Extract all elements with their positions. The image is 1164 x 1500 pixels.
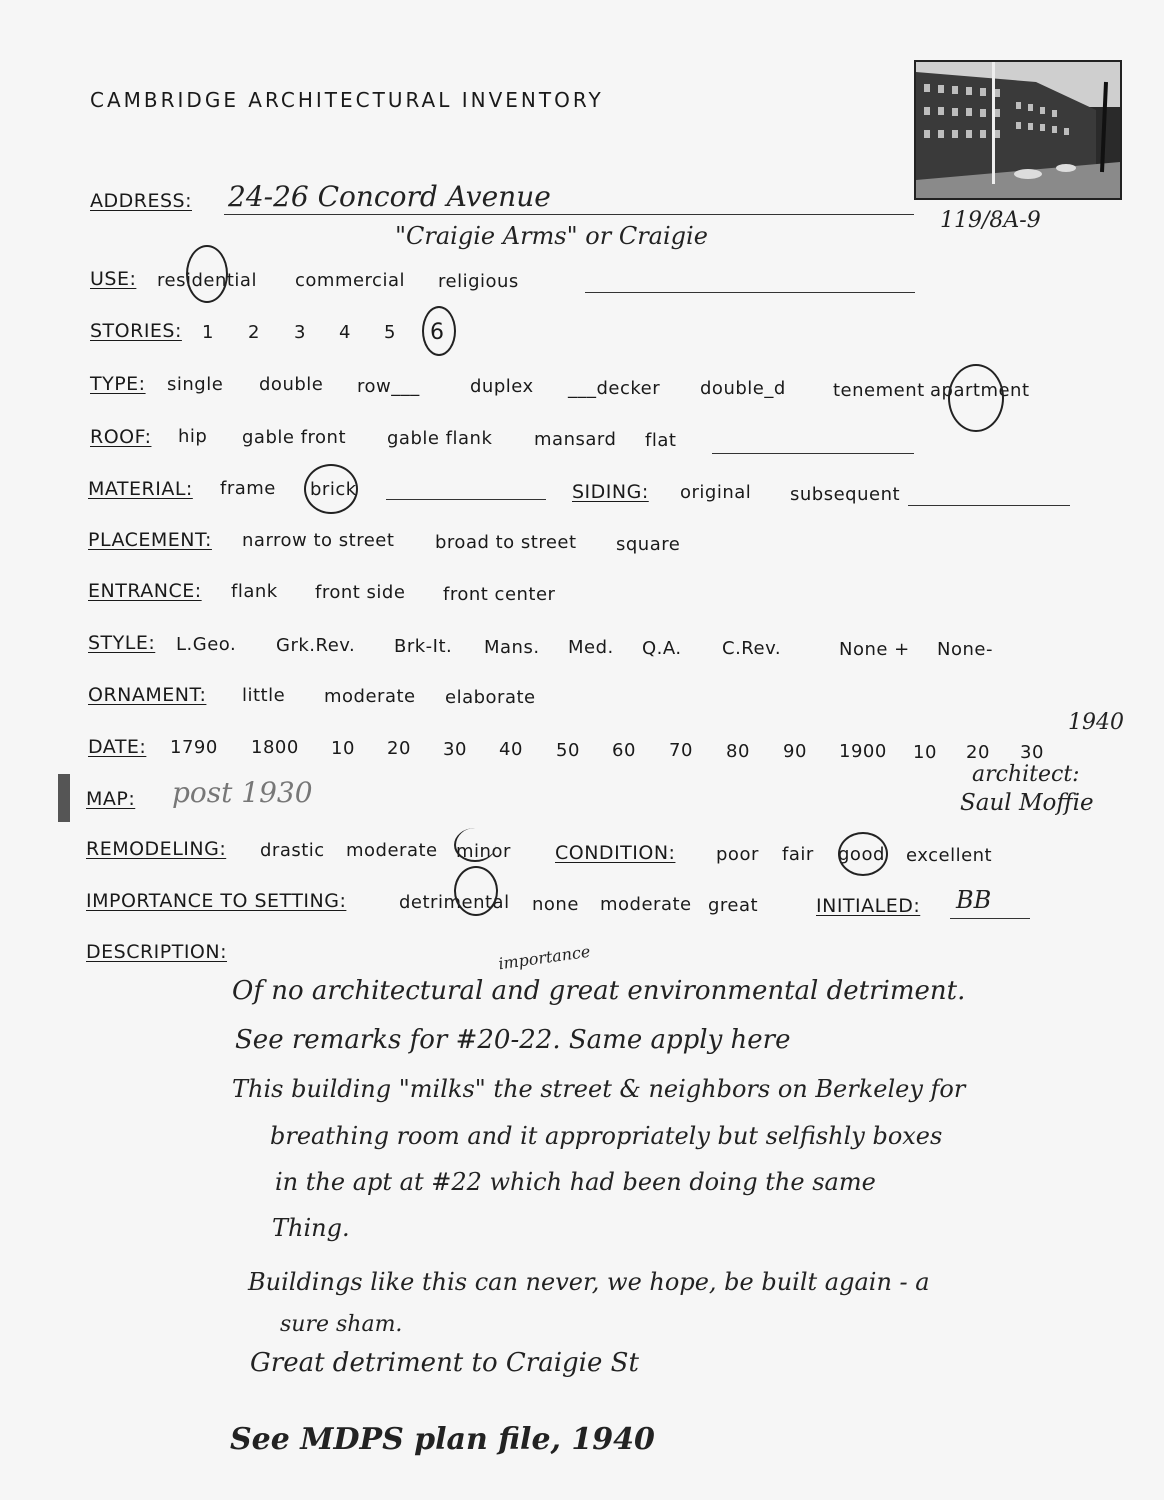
type-option-double: double [259, 374, 324, 395]
date-option-1900: 1900 [839, 741, 887, 762]
ornament-label: ORNAMENT: [88, 684, 207, 706]
material-label: MATERIAL: [88, 478, 193, 500]
description-line-2: See remarks for #20-22. Same apply here [235, 1025, 791, 1055]
entrance-option-front-side: front side [315, 582, 406, 603]
date-option-70: 70 [669, 740, 693, 761]
type-option-duplex: duplex [470, 376, 534, 397]
condition-option-good: good [838, 844, 885, 865]
siding-option-original: original [680, 482, 752, 503]
material-other-line [386, 499, 546, 500]
style-option-brkit: Brk-It. [394, 636, 453, 657]
style-option-grkrev: Grk.Rev. [276, 635, 356, 656]
remodeling-selected-mark [454, 828, 496, 862]
stories-option-5: 5 [384, 322, 396, 343]
date-option-90: 90 [783, 741, 807, 762]
form-title: CAMBRIDGE ARCHITECTURAL INVENTORY [90, 88, 604, 112]
initialed-label: INITIALED: [816, 895, 921, 917]
style-option-mans: Mans. [484, 637, 540, 658]
entrance-label: ENTRANCE: [88, 580, 202, 602]
roof-option-flat: flat [645, 430, 677, 451]
stories-option-1: 1 [202, 322, 214, 343]
placement-label: PLACEMENT: [88, 529, 212, 551]
importance-selected-circle [454, 866, 498, 916]
style-option-crev: C.Rev. [722, 638, 782, 659]
style-option-none-minus: None- [937, 639, 993, 660]
description-line-10: See MDPS plan file, 1940 [230, 1422, 655, 1457]
condition-option-fair: fair [782, 844, 814, 865]
stories-option-6: 6 [430, 320, 445, 345]
style-option-qa: Q.A. [642, 638, 682, 659]
material-option-brick: brick [310, 479, 357, 500]
condition-label: CONDITION: [555, 842, 676, 864]
remodeling-option-moderate: moderate [346, 840, 438, 861]
stories-option-3: 3 [294, 322, 306, 343]
date-option-1920: 20 [966, 742, 990, 763]
address-line [224, 214, 914, 215]
style-label: STYLE: [88, 632, 156, 654]
date-option-50: 50 [556, 740, 580, 761]
siding-label: SIDING: [572, 481, 649, 503]
date-option-20: 20 [387, 738, 411, 759]
architect-label: architect: [972, 762, 1080, 787]
date-option-1800: 1800 [251, 737, 299, 758]
date-option-10: 10 [331, 738, 355, 759]
remodeling-option-drastic: drastic [260, 840, 325, 861]
date-option-1930: 30 [1020, 742, 1044, 763]
type-label: TYPE: [90, 373, 146, 395]
description-line-5: in the apt at #22 which had been doing the same [275, 1168, 876, 1196]
description-line-6: Thing. [272, 1214, 350, 1242]
stories-option-2: 2 [248, 322, 260, 343]
importance-option-great: great [708, 895, 759, 916]
entrance-option-flank: flank [231, 581, 278, 602]
importance-option-moderate: moderate [600, 894, 692, 915]
stories-label: STORIES: [90, 320, 182, 342]
condition-option-poor: poor [716, 844, 759, 865]
date-option-1910: 10 [913, 742, 937, 763]
address-value: 24-26 Concord Avenue [228, 180, 551, 213]
date-option-30: 30 [443, 739, 467, 760]
remodeling-label: REMODELING: [86, 838, 227, 860]
type-option-apartment: apartment [930, 380, 1030, 401]
use-label: USE: [90, 268, 137, 290]
placement-option-broad: broad to street [435, 532, 577, 553]
use-option-residential: residential [157, 270, 257, 291]
roof-other-line [712, 453, 914, 454]
date-option-40: 40 [499, 739, 523, 760]
material-option-frame: frame [220, 478, 276, 499]
date-label: DATE: [88, 736, 147, 758]
description-line-9: Great detriment to Craigie St [250, 1348, 639, 1378]
type-selected-circle [948, 364, 1004, 432]
entrance-option-front-center: front center [443, 584, 556, 605]
type-option-row: row___ [357, 376, 420, 397]
type-option-tenement: tenement [833, 380, 925, 401]
style-option-none-plus: None + [839, 639, 910, 660]
description-label: DESCRIPTION: [86, 941, 228, 963]
use-selected-circle [186, 245, 228, 303]
importance-option-none: none [532, 894, 579, 915]
date-handwritten: 1940 [1068, 710, 1124, 735]
style-option-med: Med. [568, 637, 614, 658]
material-selected-circle [304, 464, 358, 514]
use-other-line [585, 292, 915, 293]
remodeling-option-minor: minor [456, 841, 511, 862]
siding-other-line [908, 505, 1070, 506]
map-reference: 119/8A-9 [940, 208, 1041, 233]
address-alt-name: "Craigie Arms" or Craigie [395, 222, 708, 250]
importance-label: IMPORTANCE TO SETTING: [86, 890, 347, 912]
initialed-line [950, 918, 1030, 919]
stories-option-4: 4 [339, 322, 351, 343]
description-line-7: Buildings like this can never, we hope, be built again - a [248, 1268, 930, 1296]
placement-option-square: square [616, 534, 681, 555]
ornament-option-elaborate: elaborate [445, 687, 536, 708]
siding-option-subsequent: subsequent [790, 484, 901, 505]
roof-option-mansard: mansard [534, 429, 617, 450]
map-marker-scribble [58, 774, 70, 822]
roof-option-gable-front: gable front [242, 427, 346, 448]
description-line-1: Of no architectural and great environmental detriment. [232, 976, 966, 1006]
initialed-value: BB [956, 886, 992, 914]
ornament-option-little: little [242, 685, 286, 706]
building-photo-image [916, 62, 1120, 198]
placement-option-narrow: narrow to street [242, 530, 395, 551]
building-photo [914, 60, 1122, 200]
roof-option-hip: hip [178, 426, 208, 447]
date-option-80: 80 [726, 741, 750, 762]
description-insert: importance [497, 941, 592, 974]
map-label: MAP: [86, 788, 136, 810]
condition-option-excellent: excellent [906, 845, 993, 866]
description-line-4: breathing room and it appropriately but selfishly boxes [270, 1122, 943, 1150]
description-line-3: This building "milks" the street & neighbors on Berkeley for [232, 1075, 966, 1103]
roof-label: ROOF: [90, 426, 152, 448]
type-option-double-d: double_d [700, 378, 786, 399]
date-option-1790: 1790 [170, 737, 218, 758]
roof-option-gable-flank: gable flank [387, 428, 493, 449]
style-option-lgeo: L.Geo. [176, 634, 237, 655]
architect-name: Saul Moffie [960, 790, 1094, 816]
type-option-single: single [167, 374, 224, 395]
ornament-option-moderate: moderate [324, 686, 416, 707]
map-value: post 1930 [172, 776, 313, 809]
type-option-decker: ___decker [568, 378, 661, 399]
condition-selected-circle [838, 832, 888, 876]
date-option-60: 60 [612, 740, 636, 761]
description-line-8: sure sham. [280, 1312, 403, 1337]
use-option-commercial: commercial [295, 270, 405, 291]
address-label: ADDRESS: [90, 190, 192, 212]
use-option-religious: religious [438, 271, 519, 292]
stories-selected-circle [422, 306, 456, 356]
importance-option-detrimental: detrimental [399, 892, 510, 913]
